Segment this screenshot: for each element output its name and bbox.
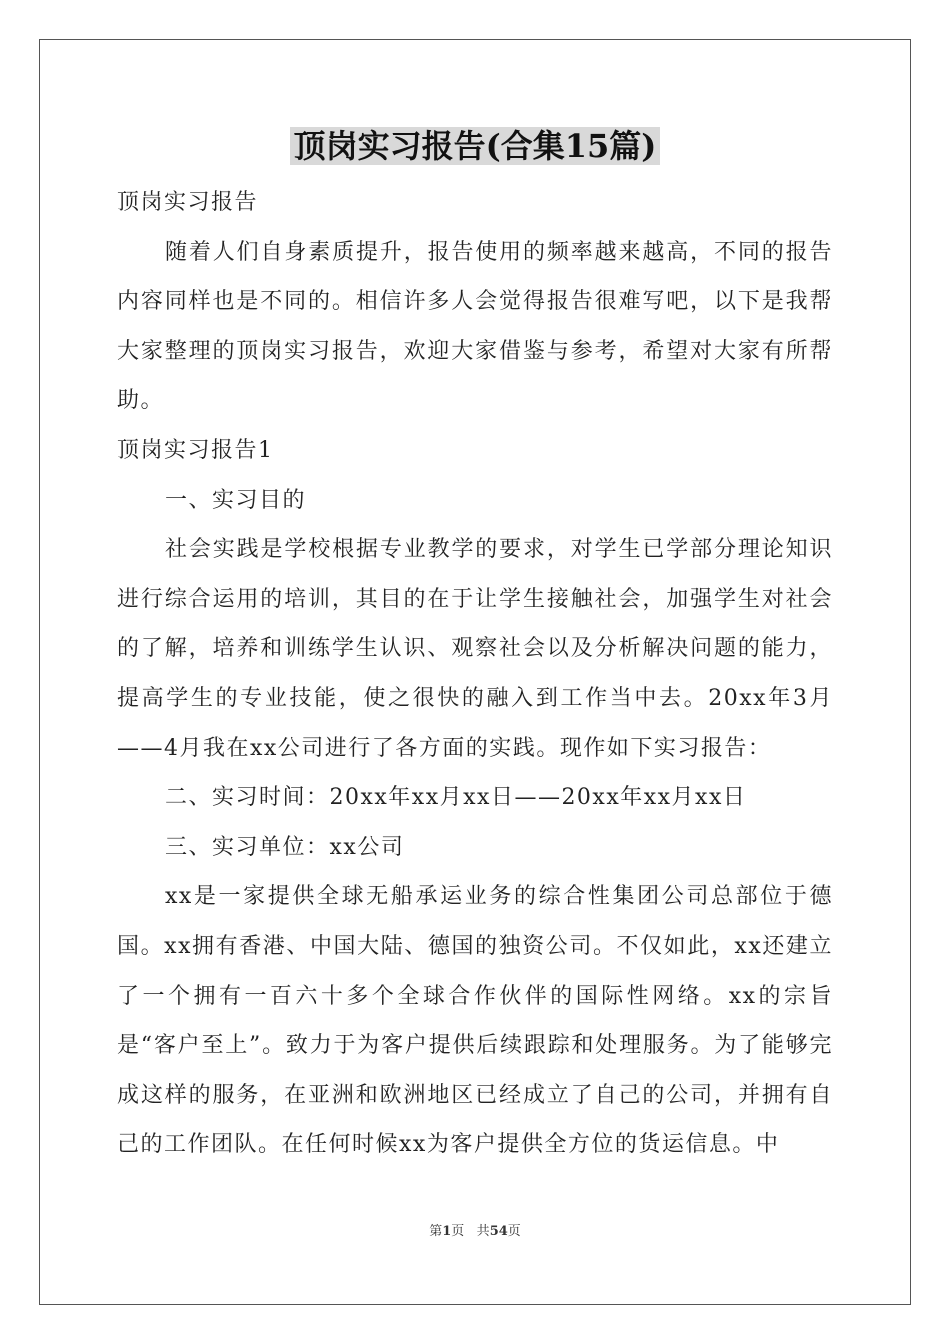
page-prefix: 第 [429, 1224, 443, 1239]
document-title-text: 顶岗实习报告(合集15篇) [290, 127, 661, 165]
page-footer [0, 1220, 950, 1239]
paragraph: 三、实习单位：xx公司 [165, 834, 405, 860]
page-suffix: 页 [451, 1224, 465, 1239]
total-prefix: 共 [476, 1224, 490, 1239]
paragraph: 社会实践是学校根据专业教学的要求，对学生已学部分理论知识进行综合运用的培训，其目的在于让学生接触社会，加强学生对社会的了解，培养和训练学生认识、观察社会以及分析解决问题的能力，提高学生的专业技能，使之很快的融入到工作当中去。20xx年3月——4月我在xx公司进行了各方面的实践。现作如下实习报告： [117, 537, 833, 761]
document-body [117, 178, 833, 1170]
document-title [0, 126, 950, 166]
section-heading: 顶岗实习报告1 [117, 437, 274, 463]
paragraph: 顶岗实习报告 [117, 190, 259, 215]
total-suffix: 页 [507, 1224, 521, 1239]
total-pages: 54 [489, 1224, 508, 1239]
paragraph: xx是一家提供全球无船承运业务的综合性集团公司总部位于德国。xx拥有香港、中国大陆、德国的独资公司。不仅如此，xx还建立了一个拥有一百六十多个全球合作伙伴的国际性网络。xx的宗旨是“客户至上”。致力于为客户提供后续跟踪和处理服务。为了能够完成这样的服务，在亚洲和欧洲地区已经成立了自己的公司，并拥有自己的工作团队。在任何时候xx为客户提供全方位的货运信息。中 [117, 884, 833, 1158]
page-number: 1 [442, 1224, 452, 1239]
paragraph: 二、实习时间：20xx年xx月xx日——20xx年xx月xx日 [165, 785, 747, 811]
paragraph: 随着人们自身素质提升，报告使用的频率越来越高，不同的报告内容同样也是不同的。相信许多人会觉得报告很难写吧，以下是我帮大家整理的顶岗实习报告，欢迎大家借鉴与参考，希望对大家有所帮助。 [117, 239, 833, 414]
section-subheading: 一、实习目的 [165, 487, 307, 513]
